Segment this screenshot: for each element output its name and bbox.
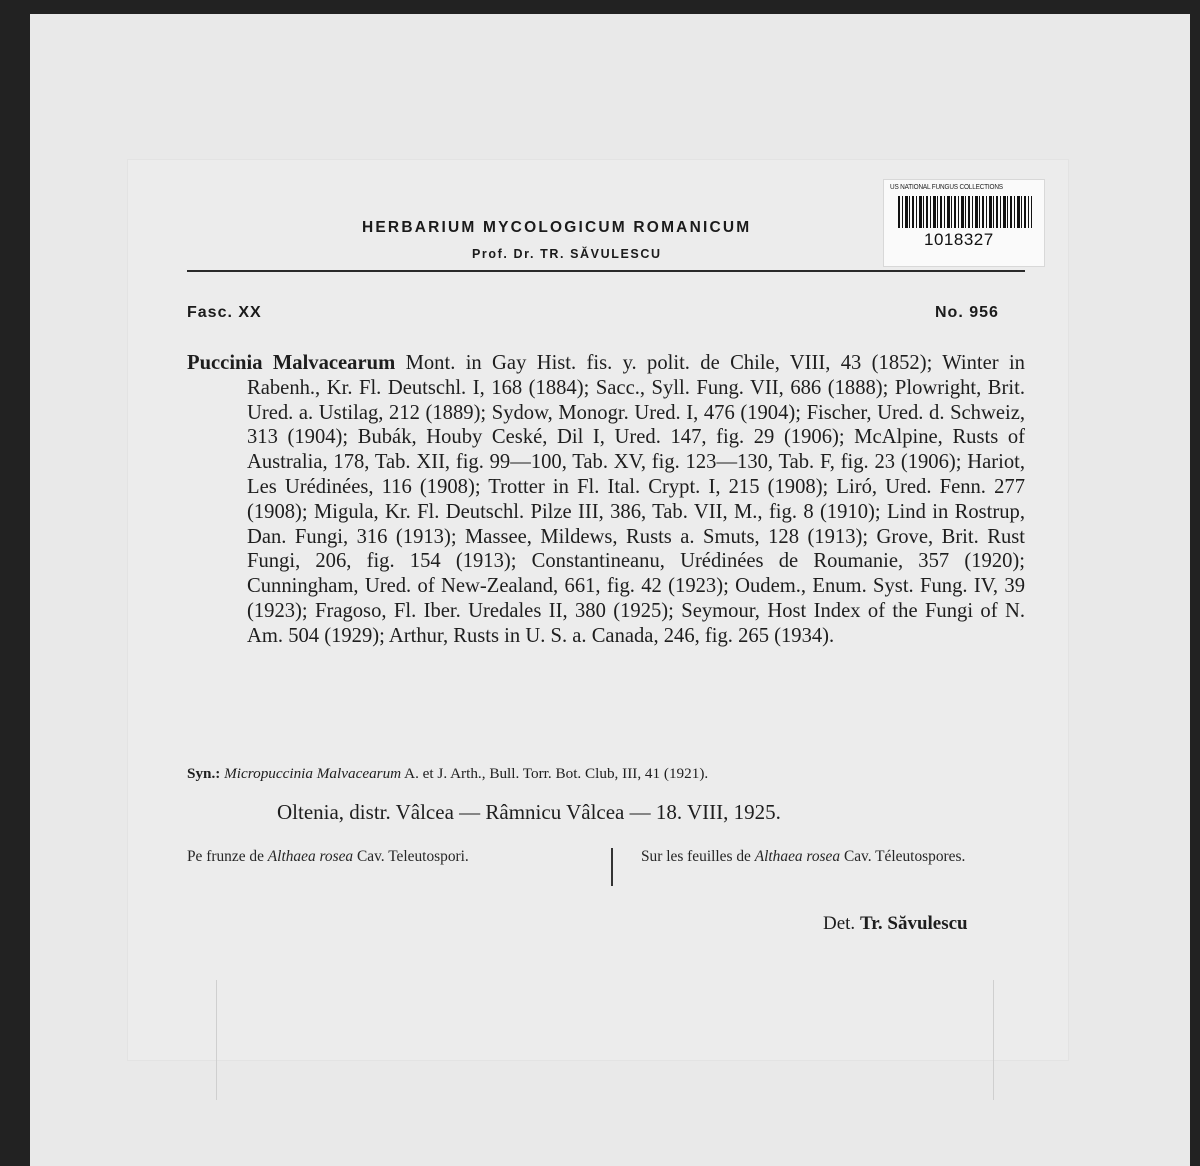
- barcode-institution: US NATIONAL FUNGUS COLLECTIONS: [890, 184, 1003, 191]
- fold-line-left: [216, 980, 217, 1100]
- barcode-number: 1018327: [924, 230, 994, 249]
- synonym-line: [187, 765, 1027, 783]
- synonym-name: Micropuccinia Malvacearum: [224, 765, 402, 782]
- synonym-label: Syn.:: [187, 765, 221, 782]
- note-french: [641, 846, 1031, 867]
- bibliography-text: Mont. in Gay Hist. fis. y. polit. de Chile, VIII, 43 (1852); Winter in Rabenh., Kr. Fl. Deutschl. I, 168 (1884); Sacc., Syll. Fung. VII, 686 (1888); Plowright, Brit. Ured. a. Ustilag, 212 (1889); Sydow, Monogr. Ured. I, 476 (1904); Fischer, Ured. d. Schweiz, 313 (1904); Bubák, Houby Ceské, Dil I, Ured. 147, fig. 29 (1906); McAlpine, Rusts of Australia, 178, Tab. XII, fig. 99—100, Tab. XV, fig. 123—130, Tab. F, fig. 23 (1906); Hariot, Les Urédinées, 116 (1908); Trotter in Fl. Ital. Crypt. I, 215 (1908); Liró, Ured. Fenn. 277 (1908); Migula, Kr. Fl. Deutschl. Pilze III, 386, Tab. VII, M., fig. 8 (1910); Lind in Rostrup, Dan. Fungi, 316 (1913); Massee, Mildews, Rusts a. Smuts, 128 (1913); Grove, Brit. Rust Fungi, 206, fig. 154 (1913); Constantineanu, Urédinées de Roumanie, 357 (1920); Cunningham, Ured. of New-Zealand, 661, fig. 42 (1923); Oudem., Enum. Syst. Fung. IV, 39 (1923); Fragoso, Fl. Iber. Uredales II, 380 (1925); Seymour, Host Index of the Fungi of N. Am. 504 (1929); Arthur, Rusts in U. S. a. Canada, 246, fig. 265 (1934).: [247, 352, 1025, 647]
- header-rule: [187, 270, 1025, 272]
- determiner-line: [823, 913, 968, 935]
- note-ro-host: Althaea rosea: [267, 848, 354, 865]
- barcode-icon: [898, 196, 1032, 228]
- fascicle-label: Fasc. XX: [187, 304, 262, 321]
- determiner-name: Tr. Săvulescu: [859, 913, 968, 934]
- herbarium-title: HERBARIUM MYCOLOGICUM ROMANICUM: [362, 219, 752, 236]
- barcode-label: [883, 179, 1045, 267]
- column-divider: [611, 848, 613, 886]
- fold-line-right: [993, 980, 994, 1100]
- synonym-citation: A. et J. Arth., Bull. Torr. Bot. Club, III, 41 (1921).: [404, 765, 709, 782]
- note-fr-host: Althaea rosea: [754, 848, 841, 865]
- note-ro-suffix: Cav. Teleutospori.: [357, 848, 469, 865]
- herbarium-subtitle: Prof. Dr. TR. SĂVULESCU: [472, 247, 662, 261]
- note-fr-prefix: Sur les feuilles de: [641, 848, 751, 865]
- note-fr-suffix: Cav. Téleutospores.: [843, 848, 966, 865]
- determiner-prefix: Det.: [823, 913, 856, 934]
- bibliography-block: [187, 351, 1025, 649]
- locality-line: Oltenia, distr. Vâlcea — Râmnicu Vâlcea — 18. VIII, 1925.: [277, 800, 781, 824]
- specimen-number: No. 956: [935, 304, 999, 321]
- note-ro-prefix: Pe frunze de: [187, 848, 264, 865]
- species-name: Puccinia Malvacearum: [187, 352, 396, 374]
- note-romanian: [187, 846, 579, 867]
